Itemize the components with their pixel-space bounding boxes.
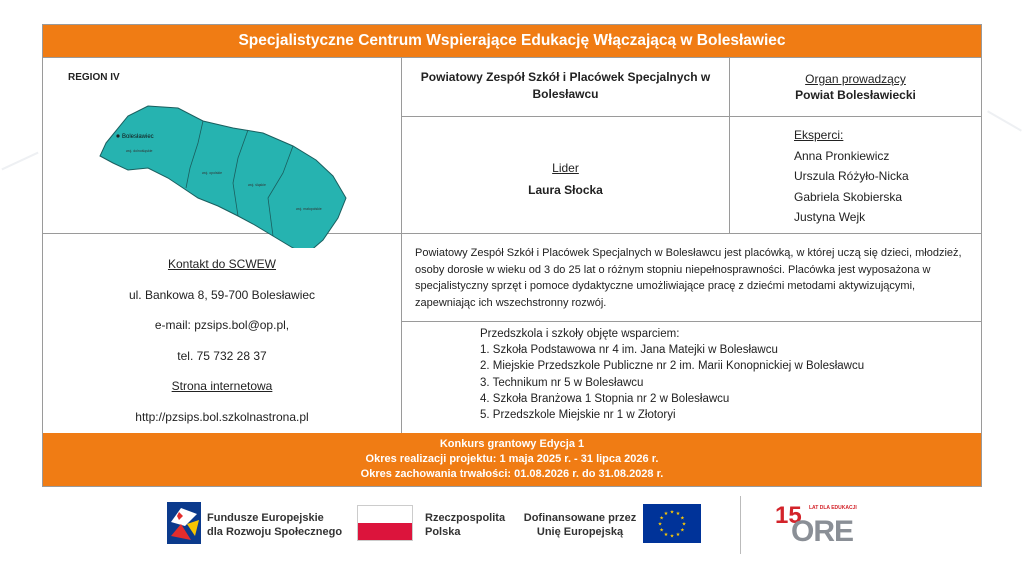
pl-flag-red	[358, 523, 412, 540]
rp-logo-text	[425, 511, 505, 539]
contact-box	[43, 249, 401, 432]
institution-name: Powiatowy Zespół Szkół i Placówek Specjalnych w Bolesławcu	[420, 70, 711, 101]
page-title: Specjalistyczne Centrum Wspierające Edukację Włączającą w Bolesławiec	[43, 25, 981, 57]
expert-name: Justyna Wejk	[794, 210, 866, 224]
leader-label: Lider	[552, 161, 579, 175]
eu-flag-logo	[643, 504, 701, 543]
fe-logo	[167, 502, 201, 544]
grant-durability: Okres zachowania trwałości: 01.08.2026 r. do 31.08.2028 r.	[360, 468, 664, 480]
background-decoration	[1, 152, 38, 171]
eu-star-icon: ★	[669, 533, 675, 540]
info-card	[42, 24, 982, 487]
eu-star-icon: ★	[675, 531, 681, 538]
map-region-shape	[100, 106, 346, 248]
map-city-label: Bolesławiec	[122, 134, 154, 140]
region-label: REGION IV	[68, 72, 120, 83]
eu-line: Dofinansowane przez	[523, 512, 637, 524]
map-district-label: woj. małopolskie	[296, 207, 322, 211]
ore-name: ORE	[791, 515, 854, 548]
region-map	[43, 58, 401, 233]
ore-number: 15	[775, 502, 802, 529]
eu-star-icon: ★	[659, 515, 664, 522]
divider	[401, 116, 981, 117]
eu-stars-icon	[643, 504, 701, 543]
map-district-label: woj. opolskie	[202, 171, 223, 175]
schools-label: Przedszkola i szkoły objęte wsparciem:	[480, 328, 680, 340]
eu-star-icon: ★	[663, 531, 669, 538]
schools-list	[480, 326, 975, 423]
eu-star-icon: ★	[669, 509, 675, 516]
contact-address: ul. Bankowa 8, 59-700 Bolesławiec	[128, 287, 316, 302]
organ-value: Powiat Bolesławiecki	[795, 88, 916, 102]
eu-star-icon: ★	[659, 527, 664, 534]
contact-email[interactable]: e-mail: pzsips.bol@op.pl,	[154, 318, 290, 332]
fe-logo-text	[207, 511, 342, 539]
ore-logo	[775, 504, 865, 548]
eu-star-icon: ★	[681, 521, 687, 528]
organ-box	[730, 71, 981, 103]
divider	[401, 321, 981, 322]
contact-phone: tel. 75 732 28 37	[177, 348, 267, 363]
divider	[401, 57, 402, 433]
pl-flag-logo	[357, 505, 413, 541]
eu-line: Unię Europejską	[536, 526, 624, 538]
fe-line: Fundusze Europejskie	[207, 512, 324, 524]
fe-logo-icon	[167, 502, 201, 544]
map-district-label: woj. dolnośląskie	[126, 149, 153, 153]
list-item: 2. Miejskie Przedszkole Publiczne nr 2 im. Marii Konopnickiej w Bolesławcu	[480, 360, 865, 373]
city-marker-icon	[116, 134, 119, 137]
fe-line: dla Rozwoju Społecznego	[207, 526, 343, 538]
eu-star-icon: ★	[680, 527, 685, 534]
grant-period: Okres realizacji projektu: 1 maja 2025 r. - 31 lipca 2026 r.	[365, 453, 659, 465]
eu-star-icon: ★	[680, 515, 685, 522]
description-text: Powiatowy Zespół Szkół i Placówek Specjalnych w Bolesławcu jest placówką, w której uczą się dzieci, młodzież, osoby dorosłe w wieku od 3 do 25 lat o różnym stopniu niepełnosprawności. Placówka jest wyposażona w specjalistyczny sprzęt i pomoce dydaktyczne umożliwiające pracę z dziećmi metodami aktywizującymi, zapewniając ich wszechstronny rozwój.	[415, 247, 962, 309]
map-district-label: woj. śląskie	[248, 183, 266, 187]
pl-flag-white	[358, 506, 412, 523]
leader-box	[402, 157, 729, 201]
list-item: 5. Przedszkole Miejskie nr 1 w Złotoryi	[480, 409, 676, 422]
ore-tag: LAT DLA EDUKACJI	[809, 505, 857, 511]
eu-logo-text	[522, 511, 638, 539]
list-item: 3. Technikum nr 5 w Bolesławcu	[480, 376, 644, 389]
expert-name: Urszula Różyło-Nicka	[794, 169, 909, 183]
logo-divider	[740, 496, 741, 554]
list-item: 4. Szkoła Branżowa 1 Stopnia nr 2 w Bolesławcu	[480, 392, 730, 405]
website-label: Strona internetowa	[171, 379, 273, 393]
rp-line: Rzeczpospolita	[425, 512, 506, 524]
leader-name: Laura Słocka	[528, 183, 603, 197]
eu-star-icon: ★	[663, 511, 669, 518]
expert-name: Anna Pronkiewicz	[794, 148, 890, 163]
eu-star-icon: ★	[657, 521, 663, 528]
list-item: 1. Szkoła Podstawowa nr 4 im. Jana Matejki w Bolesławcu	[480, 344, 778, 357]
grant-info-bar	[43, 433, 981, 486]
eu-star-icon: ★	[675, 511, 681, 518]
website-link[interactable]: http://pzsips.bol.szkolnastrona.pl	[135, 409, 309, 424]
expert-name: Gabriela Skobierska	[794, 189, 903, 204]
rp-line: Polska	[425, 526, 461, 538]
organ-label: Organ prowadzący	[805, 72, 906, 86]
grant-title: Konkurs grantowy Edycja 1	[439, 438, 585, 450]
background-decoration	[987, 110, 1022, 131]
contact-label: Kontakt do SCWEW	[167, 257, 277, 271]
experts-label: Eksperci:	[794, 128, 844, 142]
experts-box	[794, 125, 974, 228]
map-graphic	[88, 88, 388, 248]
